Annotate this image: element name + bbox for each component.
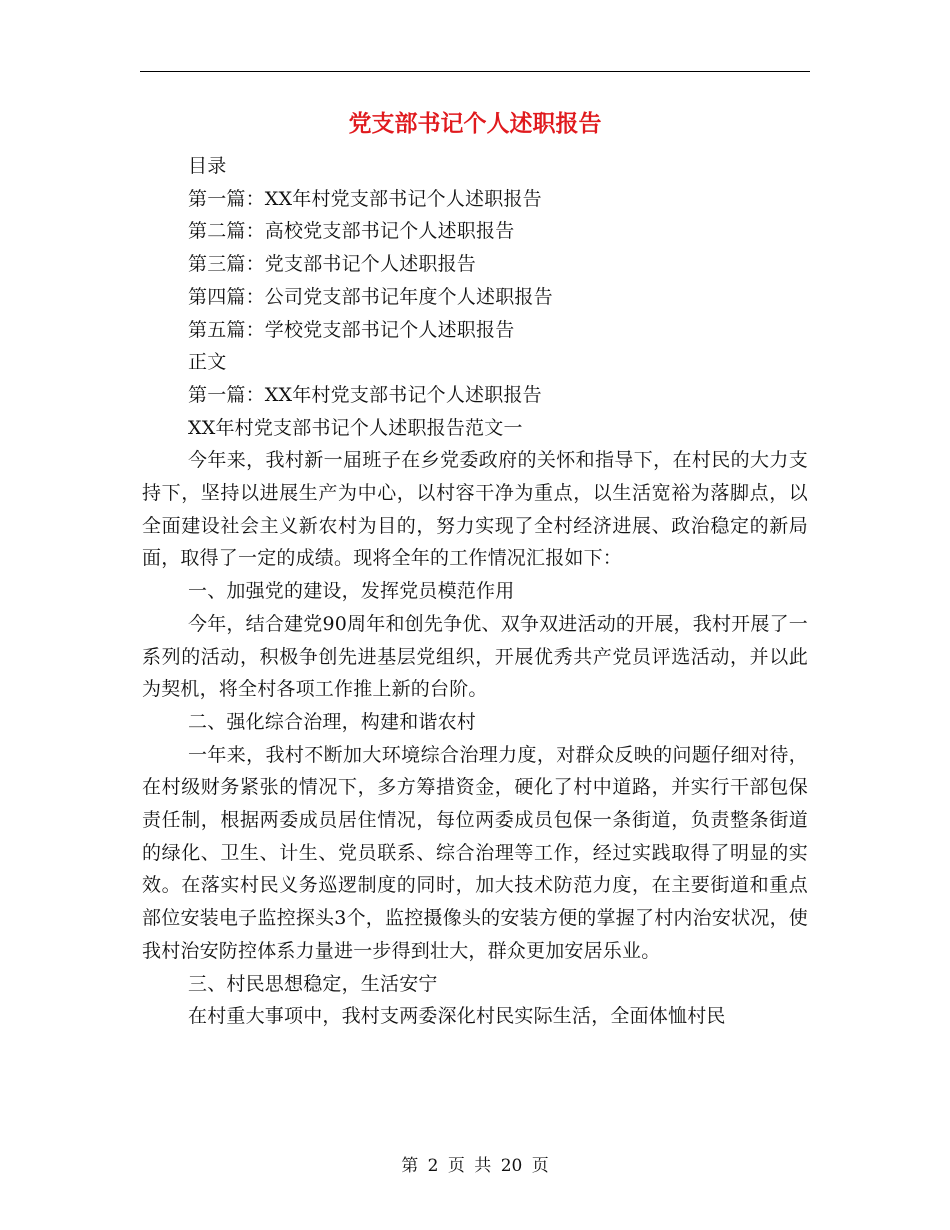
section-heading-2: 二、强化综合治理，构建和谐农村 — [188, 710, 477, 733]
toc-item-5[interactable]: 第五篇：学校党支部书记个人述职报告 — [188, 318, 515, 341]
footer-suffix: 页 — [531, 1156, 549, 1176]
body-heading: 正文 — [188, 351, 227, 374]
section-heading-1: 一、加强党的建设，发挥党员模范作用 — [188, 580, 515, 603]
footer-page-number: 2 — [427, 1156, 439, 1176]
chapter-title: 第一篇：XX年村党支部书记个人述职报告 — [188, 383, 542, 406]
toc-item-4[interactable]: 第四篇：公司党支部书记年度个人述职报告 — [188, 285, 553, 308]
paragraph-intro: 今年来，我村新一届班子在乡党委政府的关怀和指导下，在村民的大力支持下，坚持以进展生产为中心，以村容干净为重点，以生活宽裕为落脚点，以全面建设社会主义新农村为目的，努力实现了全村经济进展、政治稳定的新局面，取得了一定的成绩。现将全年的工作情况汇报如下： — [142, 449, 808, 570]
sample-title: XX年村党支部书记个人述职报告范文一 — [188, 416, 523, 439]
toc-item-3[interactable]: 第三篇：党支部书记个人述职报告 — [188, 253, 477, 276]
footer-total-label: 共 — [474, 1156, 492, 1176]
page-footer — [0, 1154, 950, 1178]
section-heading-3: 三、村民思想稳定，生活安宁 — [188, 972, 438, 995]
toc-item-2[interactable]: 第二篇：高校党支部书记个人述职报告 — [188, 220, 515, 243]
toc-item-1[interactable]: 第一篇：XX年村党支部书记个人述职报告 — [188, 187, 542, 210]
header-rule — [140, 71, 810, 72]
document-title: 党支部书记个人述职报告 — [348, 110, 602, 137]
toc-heading: 目录 — [188, 155, 227, 177]
footer-total-pages: 20 — [500, 1156, 523, 1176]
footer-page-label: 页 — [447, 1156, 465, 1176]
paragraph-villagers: 在村重大事项中，我村支两委深化村民实际生活，全面体恤村民 — [188, 1005, 726, 1028]
footer-prefix: 第 — [401, 1156, 419, 1176]
paragraph-governance: 一年来，我村不断加大环境综合治理力度，对群众反映的问题仔细对待，在村级财务紧张的情况下，多方筹措资金，硬化了村中道路，并实行干部包保责任制，根据两委成员居住情况，每位两委成员包保一条街道，负责整条街道的绿化、卫生、计生、党员联系、综合治理等工作，经过实践取得了明显的实效。在落实村民义务巡逻制度的同时，加大技术防范力度，在主要街道和重点部位安装电子监控探头3个，监控摄像头的安装方便的掌握了村内治安状况，使我村治安防控体系力量进一步得到壮大，群众更加安居乐业。 — [142, 743, 808, 962]
paragraph-party-building: 今年，结合建党90周年和创先争优、双争双进活动的开展，我村开展了一系列的活动，积极争创先进基层党组织，开展优秀共产党员评选活动，并以此为契机，将全村各项工作推上新的台阶。 — [142, 612, 808, 701]
document-body — [142, 150, 808, 1033]
